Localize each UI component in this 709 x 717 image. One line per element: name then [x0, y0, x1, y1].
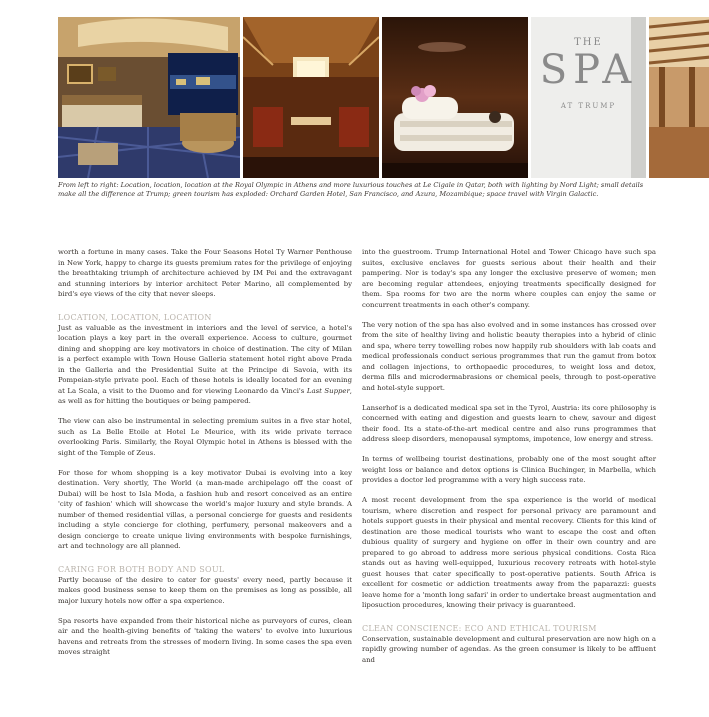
- spa-towels-photo: [382, 17, 528, 178]
- spa-sign: [531, 37, 646, 110]
- paragraph: For those for whom shopping is a key motivator Dubai is evolving into a key destination. Very shortly, The World (a man-made archipelago off the coast of Dubai) will be host to Isla Moda, a fashion hub and resort conceived as an entire 'city of fashion' which will showcase the world's major luxury and style brands. A number of themed residential villas, a personal concierge for guests and residents including a style concierge for clothing, perfumery, personal makeovers and a design concierge to create unique living environments with bespoke furnishings, art and technology are all planned.: [58, 468, 352, 550]
- restaurant-interior-photo: [243, 17, 379, 178]
- paragraph: In terms of wellbeing tourist destinations, probably one of the most sought after weight loss or balance and detox options is Clinica Buchinger, in Marbella, which provides a doctor led programme with a very high success rate.: [362, 455, 656, 484]
- spa-sign-the: THE: [574, 37, 603, 48]
- text-run: , as well as for hitting the boutiques or being pampered.: [58, 386, 352, 405]
- spa-sign-word: SPA: [539, 47, 638, 93]
- paragraph: The view can also be instrumental in selecting premium suites in a five star hotel, such as La Belle Etoile at Hotel Le Meurice, with its wide private terrace overlooking Paris. Similarly, the Royal Olympic hotel in Athens is blessed with the sight of the Temple of Zeus.: [58, 417, 352, 457]
- photo-caption: From left to right: Location, location, location at the Royal Olympic in Athens and more luxurious touches at Le Cigale in Qatar, both with lighting by Nord Light; small details make all the difference at Trump; green tourism has exploded: Orchard Garden Hotel, San Francisco, and Azura, Mozambique; space travel with Virgin Galactic.: [58, 181, 644, 199]
- spa-sign-subtitle: AT TRUMP: [560, 102, 617, 110]
- artwork-title: Last Supper: [306, 386, 350, 395]
- text-run: Just as valuable as the investment in interiors and the level of service, a hotel's location plays a key part in the overall experience. Access to culture, gourmet dining and shopping are key motivators in choice of destination. The city of Milan is a perfect example with Town House Galleria statement hotel right above Prada in the Galleria and the Presidential Suite at the Principe di Savoia, with its Pompeian-style private pool. Each of these hotels is ideally located for an evening at La Scala, a visit to the Duomo and for viewing Leonardo da Vinci's: [58, 323, 352, 395]
- hotel-suite-photo: [58, 17, 240, 178]
- photo-strip: [58, 17, 709, 178]
- paragraph: Partly because of the desire to cater for guests' every need, partly because it makes good business sense to keep them on the premises as long as possible, all major luxury hotels now offer a spa experience.: [58, 575, 352, 605]
- paragraph: worth a fortune in many cases. Take the Four Seasons Hotel Ty Warner Penthouse in New York, happy to charge its guests premium rates for the privilege of enjoying the breathtaking triumph of architecture achieved by IM Pei and the extravagant and stunning interiors by interior architect Peter Marino, all complemented by bird's eye views of the city that never sleeps.: [58, 248, 352, 298]
- right-column: [362, 247, 656, 675]
- section-heading-location: LOCATION, LOCATION, LOCATION: [58, 312, 212, 322]
- paragraph: [58, 323, 352, 407]
- paragraph: Conservation, sustainable development and cultural preservation are now high on a rapidly growing number of agendas. As the green consumer is likely to be affluent and: [362, 634, 656, 664]
- section-heading-clean-conscience: CLEAN CONSCIENCE: ECO AND ETHICAL TOURISM: [362, 623, 597, 633]
- left-column: [58, 247, 352, 667]
- paragraph: Spa resorts have expanded from their historical niche as purveyors of cures, clean air and the health-giving benefits of 'taking the waters' to evolve into luxurious havens and retreats from the stresses of modern living. In some cases the spa even moves straight: [58, 616, 352, 656]
- paragraph: A most recent development from the spa experience is the world of medical tourism, where discretion and respect for personal privacy are paramount and hotels support guests in their physical and mental recovery. Clients for this kind of destination are those medical tourists who want to escape the cost and often dubious quality of surgery and hygiene on offer in their own country and are prepared to go abroad to address more serious physical conditions. Costa Rica stands out as having well-equipped, luxurious recovery retreats with hotel-style guest houses that cater specifically to post-operative patients. South Africa is excellent for cosmetic or addiction treatments away from the paparazzi: guests leave home for a 'month long safari' in order to undertake breast augmentation and liposuction procedures, knowing their privacy is guaranteed.: [362, 496, 656, 609]
- paragraph: The very notion of the spa has also evolved and in some instances has crossed over from the site of healthy living and holistic beauty therapies into a hybrid of clinic and spa, where terry towelling robes now happily rub shoulders with lab coats and medical professionals conduct serious programmes that run the gamut from botox and collagen injections, to orthopaedic procedures, to weight loss and detox, derma fills and microdermabrasions or chemical peels, through to post-operative and hotel-style support.: [362, 320, 656, 392]
- eco-resort-photo: [649, 17, 709, 178]
- paragraph: Lanserhof is a dedicated medical spa set in the Tyrol, Austria: its core philosophy is concerned with eating and digestion and guests learn to chew, savour and digest their food. Its a state-of-the-art medical centre and also runs programmes that address sleep disorders, menopausal symptoms, impotence, low energy and stress.: [362, 403, 656, 443]
- section-heading-caring: CARING FOR BOTH BODY AND SOUL: [58, 564, 225, 574]
- spa-sign-photo: [531, 17, 646, 178]
- paragraph: into the guestroom. Trump International Hotel and Tower Chicago have such spa suites, exclusive enclaves for guests serious about their health and their pampering. Nor is today's spa any longer the exclusive preserve of women; men are becoming regular attendees, enjoying treatments specifically designed for them. Spa rooms for two are the norm where couples can enjoy the same or concurrent treatments in each other's company.: [362, 248, 656, 309]
